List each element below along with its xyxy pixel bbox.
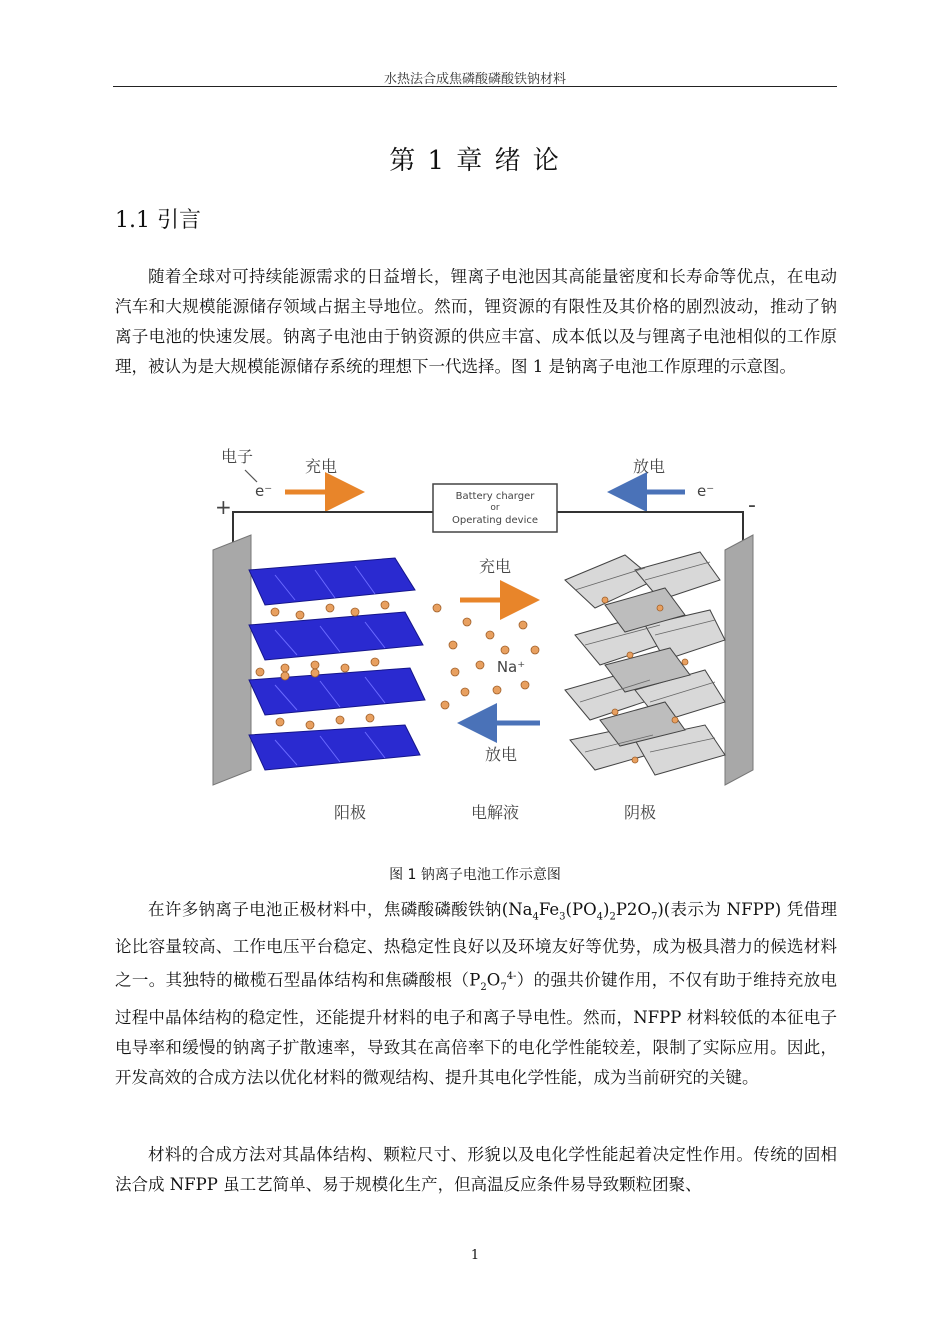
running-header: 水热法合成焦磷酸磷酸铁钠材料 [383, 72, 566, 87]
figure-caption: 图 1 钠离子电池工作示意图 [389, 867, 561, 883]
subscript: 2 [480, 982, 487, 994]
text-run: O [486, 970, 501, 990]
electron-label: 电子 [221, 447, 254, 466]
na-ion-label: Na⁺ [496, 658, 526, 676]
section-heading: 1.1 引言 [115, 208, 201, 233]
discharge-mid-label: 放电 [484, 745, 518, 764]
subscript: 7 [500, 982, 507, 994]
superscript: 4- [506, 971, 517, 983]
charger-line-2: or [490, 503, 500, 513]
paragraph-nfpp [115, 895, 837, 1093]
minus-terminal: - [748, 493, 756, 518]
page-number: 1 [470, 1248, 480, 1263]
subscript: 3 [559, 911, 566, 923]
anode-collector-plate [213, 535, 251, 785]
subscript: 4 [596, 911, 603, 923]
text-run: P2O [615, 900, 651, 919]
electrolyte-sodium-ions [433, 604, 539, 709]
text-run: Fe [538, 900, 560, 919]
subscript: 2 [609, 911, 616, 923]
anode-crystal-layers [249, 558, 425, 770]
charge-top-label: 充电 [305, 457, 338, 476]
chapter-title: 第 1 章 绪 论 [389, 146, 561, 176]
figure-sodium-battery-diagram [205, 440, 765, 840]
subscript: 7 [650, 911, 658, 923]
text-run: (PO [565, 900, 597, 919]
charger-line-3: Operating device [451, 515, 539, 526]
plus-terminal: + [215, 495, 232, 519]
cathode-label: 阴极 [623, 803, 657, 822]
header-rule [113, 86, 837, 87]
charge-mid-label: 充电 [478, 557, 512, 576]
text-run: )(表示为 NFPP) 凭借理论比容量较高、工作电压平台稳定、热稳定性良好以及环境友好等优势，成为极具潜力的候选材料之一。其独特的橄榄石型晶体结构和焦磷酸根（P [115, 900, 837, 990]
charger-line-1: Battery charger [455, 491, 535, 502]
text-run: ）的强共价键作用，不仅有助于维持充放电过程中晶体结构的稳定性，还能提升材料的电子和离子导电性。然而，NFPP 材料较低的本征电子电导率和缓慢的钠离子扩散速率，导致其在高倍率下的电化学性能较差，限制了实际应用。因此，开发高效的合成方法以优化材料的微观结构、提升其电化学性能，成为当前研究的关键。 [115, 970, 837, 1088]
e-minus-right: e⁻ [697, 482, 715, 500]
electron-pointer [245, 470, 257, 482]
paragraph-synthesis: 材料的合成方法对其晶体结构、颗粒尺寸、形貌以及电化学性能起着决定性作用。传统的固相法合成 NFPP 虽工艺简单、易于规模化生产，但高温反应条件易导致颗粒团聚、 [115, 1145, 837, 1194]
anode-label: 阳极 [333, 803, 367, 822]
paragraph-intro: 随着全球对可持续能源需求的日益增长，锂离子电池因其高能量密度和长寿命等优点，在电动汽车和大规模能源储存领域占据主导地位。然而，锂资源的有限性及其价格的剧烈波动，推动了钠离子电池的快速发展。钠离子电池由于钠资源的供应丰富、成本低以及与锂离子电池相似的工作原理，被认为是大规模能源储存系统的理想下一代选择。图 1 是钠离子电池工作原理的示意图。 [115, 267, 837, 376]
e-minus-left: e⁻ [255, 482, 273, 500]
electrolyte-label: 电解液 [470, 803, 520, 822]
text-run: ) [603, 900, 610, 919]
discharge-top-label: 放电 [633, 457, 666, 476]
text-run: 在许多钠离子电池正极材料中，焦磷酸磷酸铁钠(Na [148, 900, 533, 919]
cathode-collector-plate [725, 535, 753, 785]
subscript: 4 [532, 911, 539, 923]
